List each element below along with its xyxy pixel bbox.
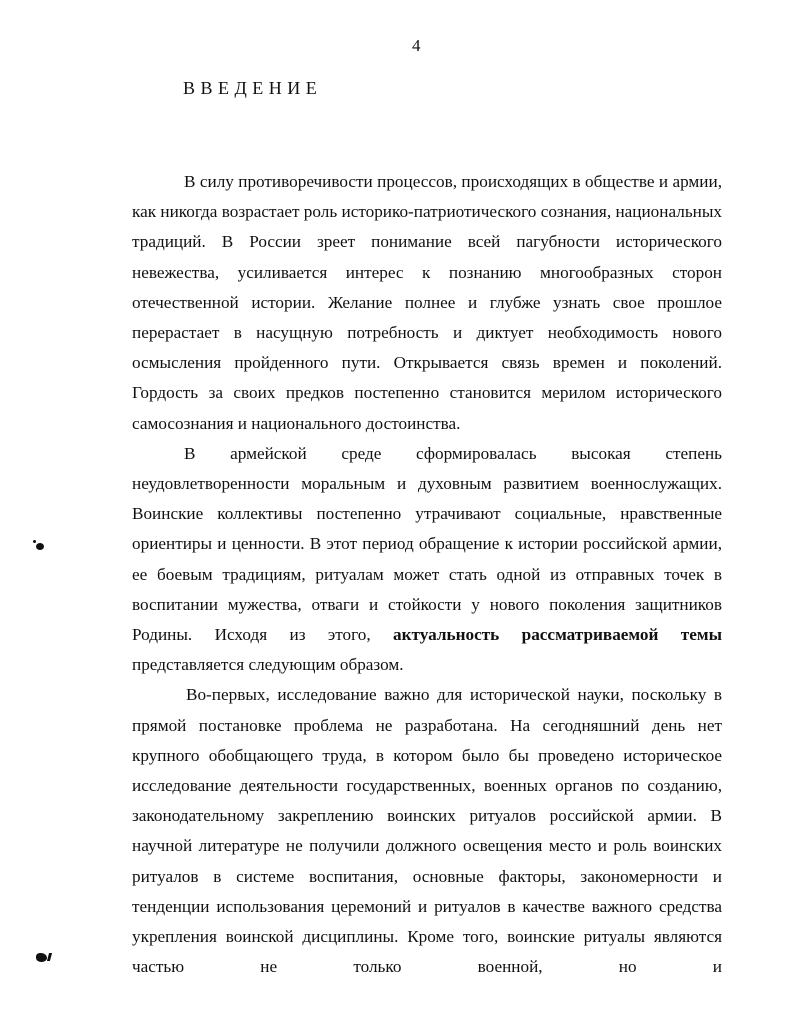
paragraph-2-text-start: В армейской среде сформировалась высокая степень неудовлетворенности моральным и духовным развитием военнослужащих. Воинские коллективы постепенно утрачивают социальные, нравственные ориентиры и ценности. В этот период обращение к истории российской армии, ее боевым традициям, ритуалам может стать одной из отправных точек в воспитании мужества, отваги и стойкости у нового поколения защитников Родины. Исходя из этого, [132,443,722,645]
scan-speck-mark [36,543,44,550]
scan-speck-mark [47,953,52,961]
body-text [132,167,722,982]
paragraph-1: В силу противоречивости процессов, происходящих в обществе и армии, как никогда возрастает роль историко-патриотического сознания, национальных традиций. В России зреет понимание всей пагубности исторического невежества, усиливается интерес к познанию многообразных сторон отечественной истории. Желание полнее и глубже узнать свое прошлое перерастает в насущную потребность и диктует необходимость нового осмысления пройденного пути. Открывается связь времен и поколений. Гордость за своих предков постепенно становится мерилом исторического самосознания и национального достоинства. [132,172,722,433]
paragraph-2-bold-phrase: актуальность рассматриваемой темы [393,625,722,645]
section-heading: ВВЕДЕНИЕ [183,78,323,98]
paragraph-3: Во-первых, исследование важно для исторической науки, поскольку в прямой постановке проблема не разработана. На сегодняшний день нет крупного обобщающего труда, в котором было бы проведено историческое исследование деятельности государственных, военных органов по созданию, законодательному закреплению воинских ритуалов российской армии. В научной литературе не получили должного освещения место и роль воинских ритуалов в системе воспитания, основные факторы, закономерности и тенденции использования церемоний и ритуалов в качестве важного средства укрепления воинской дисциплины. Кроме того, воинские ритуалы являются частью не только военной, но и [132,685,722,977]
scan-speck-mark [36,953,47,962]
page-number: 4 [412,36,421,55]
paragraph-2-text-end: представляется следующим образом. [132,655,404,675]
scan-speck-mark [33,540,36,543]
paragraph-2 [132,439,722,681]
